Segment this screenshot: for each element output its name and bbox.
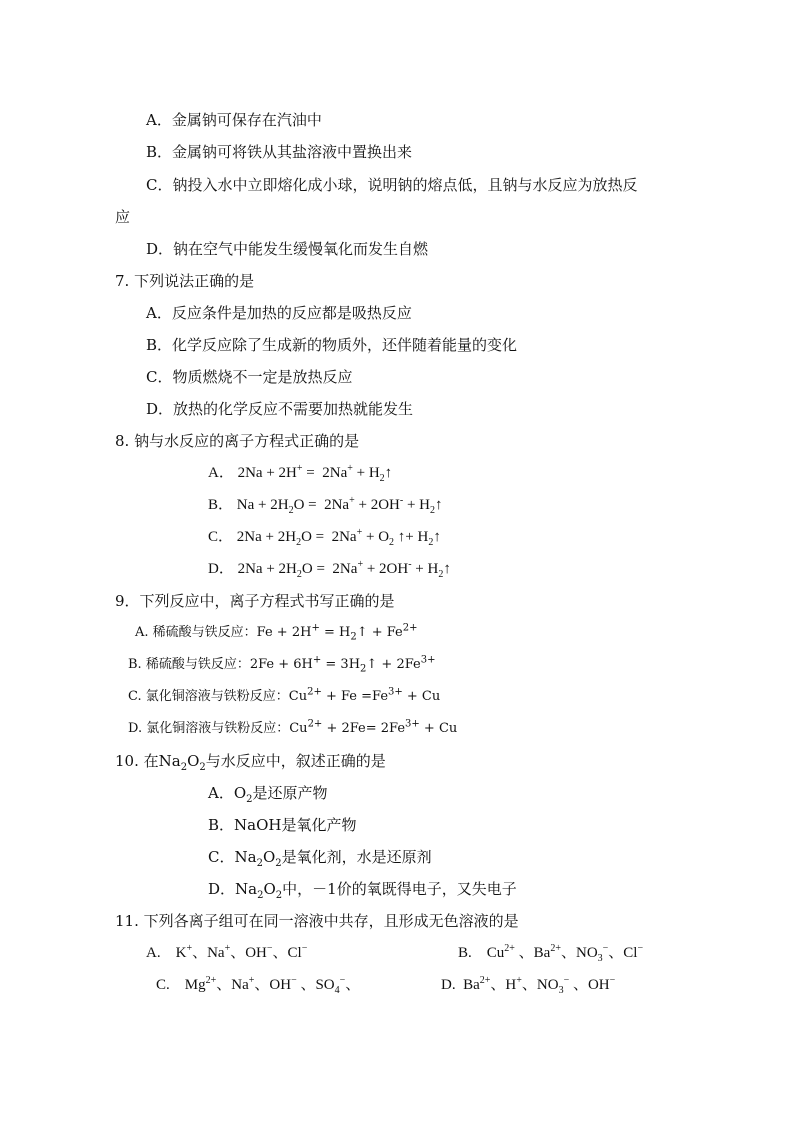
- q6-option-c: C．钠投入水中立即熔化成小球，说明钠的熔点低，且钠与水反应为放热反: [146, 176, 638, 194]
- q11-stem: 11. 下列各离子组可在同一溶液中共存，且形成无色溶液的是: [115, 912, 519, 930]
- q6-option-a: A．金属钠可保存在汽油中: [146, 111, 322, 129]
- q11-option-b: B. $Cu^{2+}$ 、$Ba^{2+}$、$NO_3^-$、Cl−: [458, 943, 644, 964]
- q10-option-d: D．$Na_2O_2$中，－1价的氧既得电子，又失电子: [208, 880, 517, 901]
- q6-option-d: D．钠在空气中能发生缓慢氧化而发生自燃: [146, 240, 429, 258]
- q11-option-c: C. $Mg^{2+}$、Na+、OH− 、$SO_4^-$、: [156, 975, 361, 996]
- q10-option-b: B．NaOH是氧化产物: [208, 816, 357, 834]
- q10-option-a: A．$O_2$是还原产物: [208, 784, 328, 805]
- q9-option-c: C. 氯化铜溶液与铁粉反应：$Cu^{2+} + Fe =Fe^{3+} + Cu$: [128, 686, 441, 704]
- q9-option-b: B. 稀硫酸与铁反应：$2Fe + 6H^+ = 3H_2↑ + 2Fe^{3+}$: [128, 654, 436, 675]
- q9-stem: 9．下列反应中，离子方程式书写正确的是: [115, 592, 395, 610]
- q7-option-c: C．物质燃烧不一定是放热反应: [146, 368, 353, 386]
- q6-option-c-cont: 应: [115, 208, 131, 226]
- q6-option-b: B．金属钠可将铁从其盐溶液中置换出来: [146, 143, 413, 161]
- q10-stem: 10. 在$Na_2O_2$与水反应中，叙述正确的是: [115, 752, 386, 773]
- q7-stem: 7. 下列说法正确的是: [115, 272, 255, 290]
- q7-option-a: A．反应条件是加热的反应都是吸热反应: [146, 304, 412, 322]
- q10-option-c: C．$Na_2O_2$是氧化剂，水是还原剂: [208, 848, 432, 869]
- q8-stem: 8. 钠与水反应的离子方程式正确的是: [115, 432, 360, 450]
- q9-option-d: D. 氯化铜溶液与铁粉反应：$Cu^{2+} + 2Fe= 2Fe^{3+} + Cu$: [128, 718, 458, 736]
- q8-option-c: C． $2Na + 2H_2O = 2Na^+ + O_2$ ↑+ $H_2↑$: [208, 527, 441, 548]
- q11-option-a: A. K+、Na+、OH−、Cl−: [146, 943, 308, 961]
- q8-option-b: B． $Na + 2H_2O = 2Na^+ + 2OH^-$ + $H_2↑$: [208, 495, 443, 516]
- q7-option-d: D．放热的化学反应不需要加热就能发生: [146, 400, 414, 418]
- q11-option-d: D. $Ba^{2+}$、H+、$NO_3^-$ 、OH−: [441, 975, 616, 996]
- q8-option-d: D． $2Na + 2H_2O = 2Na^+ + 2OH^-$ + $H_2↑$: [208, 559, 451, 580]
- q7-option-b: B．化学反应除了生成新的物质外，还伴随着能量的变化: [146, 336, 518, 354]
- q9-option-a: A. 稀硫酸与铁反应：$Fe + 2H^+ = H_2↑ + Fe^{2+}$: [135, 622, 418, 643]
- q8-option-a: A． $2Na + 2H^+ = 2Na^+ + H_2↑$: [208, 463, 393, 484]
